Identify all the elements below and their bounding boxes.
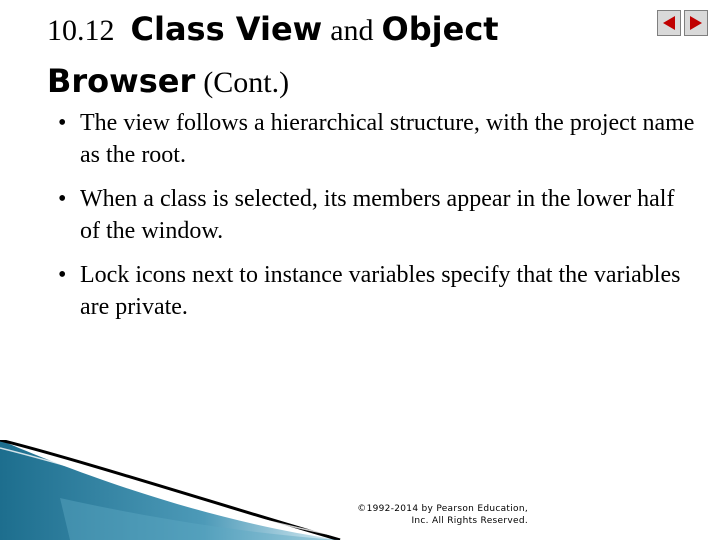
- title-number: 10.12: [47, 14, 115, 47]
- slide-title: [47, 4, 627, 108]
- bullet-item: • When a class is selected, its members appear in the lower half of the window.: [58, 183, 698, 247]
- title-part-browser: Browser: [47, 62, 196, 100]
- copyright-line-1: ©1992-2014 by Pearson Education,: [357, 504, 528, 514]
- copyright-line-2: Inc. All Rights Reserved.: [411, 516, 528, 526]
- title-suffix: (Cont.): [203, 66, 290, 99]
- title-part-object: Object: [381, 10, 499, 48]
- title-joiner: and: [330, 14, 374, 47]
- previous-slide-button[interactable]: [657, 10, 681, 36]
- title-part-class-view: Class View: [130, 10, 323, 48]
- bullet-item: • The view follows a hierarchical structure, with the project name as the root.: [58, 107, 698, 171]
- next-slide-button[interactable]: [684, 10, 708, 36]
- bullet-list: [58, 107, 698, 335]
- triangle-left-icon: [661, 14, 677, 32]
- copyright-footer: [330, 503, 528, 527]
- bullet-item: • Lock icons next to instance variables specify that the variables are private.: [58, 259, 698, 323]
- slide-navigation: [657, 10, 708, 36]
- triangle-right-icon: [688, 14, 704, 32]
